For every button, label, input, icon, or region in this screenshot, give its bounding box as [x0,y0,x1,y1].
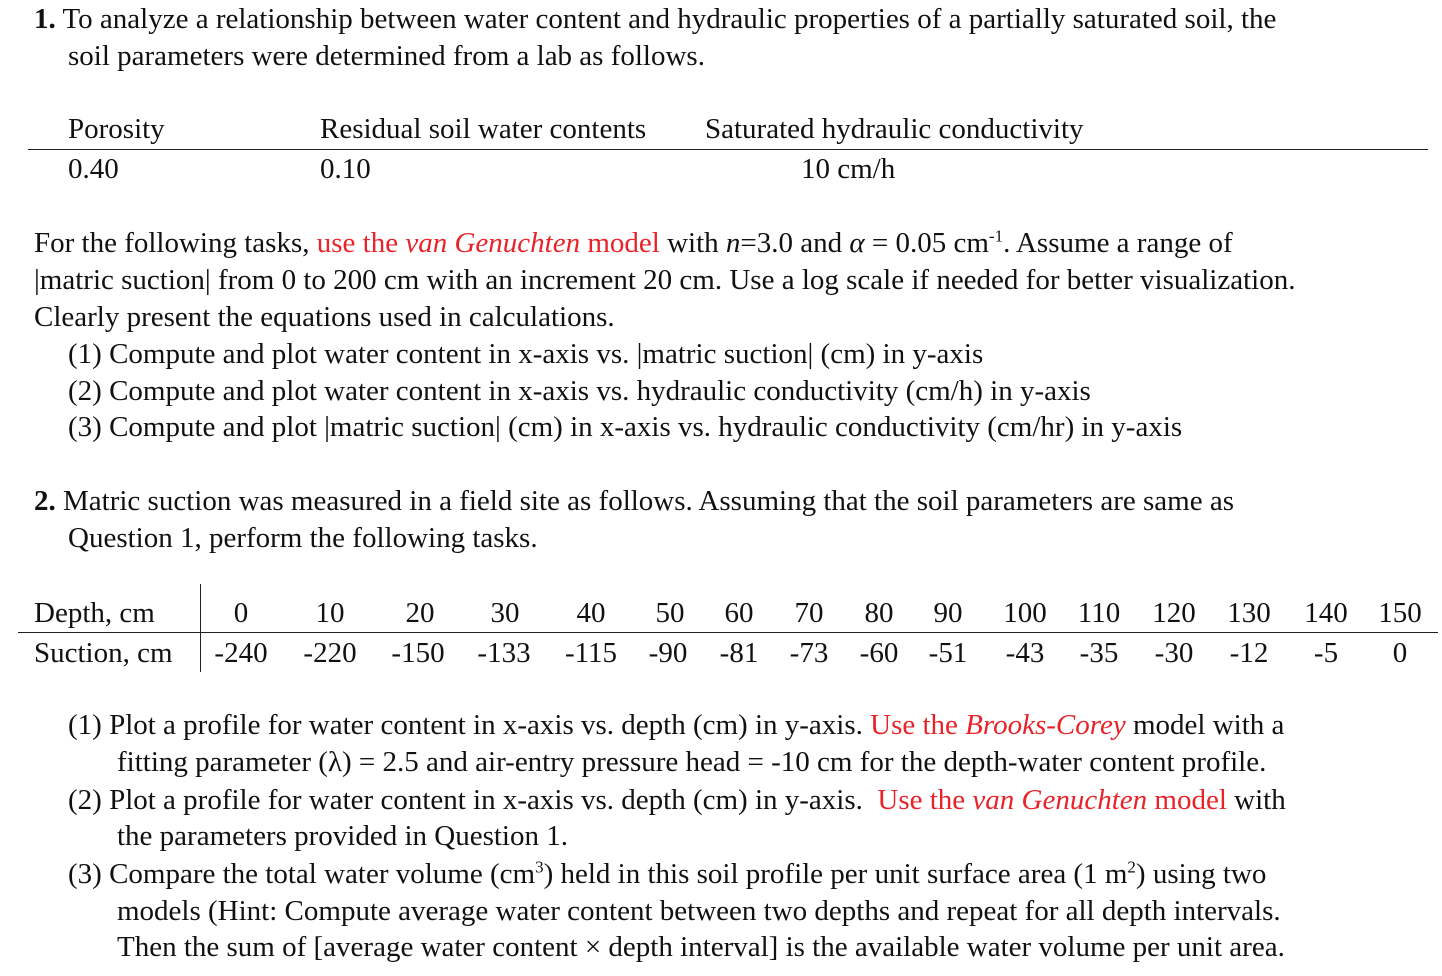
q1-para-line2: |matric suction| from 0 to 200 cm with an increment 20 cm. Use a log scale if needed for better visualization. [34,264,1296,296]
q2-task-1-line1: (1) Plot a profile for water content in x-axis vs. depth (cm) in y-axis. Use the Brooks-Corey model with a [68,709,1285,741]
van-genuchten-highlight: use the van Genuchten model [316,227,660,259]
q1-number: 1. [34,3,56,35]
depth-cell: 90 [933,597,963,629]
suction-cell: 0 [1392,637,1408,669]
q2-task-3-line2: models (Hint: Compute average water content between two depths and repeat for all depth intervals. [117,895,1281,927]
depth-cell: 70 [794,597,824,629]
suction-cell: -73 [789,637,829,669]
q2-task-1-line2: fitting parameter (λ) = 2.5 and air-entry pressure head = -10 cm for the depth-water content profile. [117,746,1267,778]
q2-row-label-suction: Suction, cm [34,637,173,669]
suction-cell: -5 [1313,637,1339,669]
q1-task-3: (3) Compute and plot |matric suction| (cm) in x-axis vs. hydraulic conductivity (cm/hr) in y-axis [68,411,1183,443]
q2-intro-line2: Question 1, perform the following tasks. [68,522,538,554]
q2-number: 2. [34,485,56,517]
q1-intro-line2: soil parameters were determined from a lab as follows. [68,40,705,72]
q2-task-2-line2: the parameters provided in Question 1. [117,820,568,852]
q2-table-hrule [18,632,1438,633]
suction-cell: -30 [1154,637,1194,669]
depth-cell: 50 [655,597,685,629]
q2-task-3-line1: (3) Compare the total water volume $(cm^3)$ held in this soil profile per unit surface area (1 $m^2$) using two [68,857,1267,890]
q1-table-rule [28,149,1428,150]
suction-cell: -150 [391,637,445,669]
q1-para-line3: Clearly present the equations used in calculations. [34,301,615,333]
depth-cell: 30 [490,597,520,629]
depth-cell: 0 [233,597,249,629]
suction-cell: -220 [303,637,357,669]
q1-header-residual: Residual soil water contents [320,113,647,145]
q1-value-residual: 0.10 [320,153,371,185]
depth-cell: 100 [1003,597,1047,629]
q1-header-ksat: Saturated hydraulic conductivity [705,113,1084,145]
q1-header-porosity: Porosity [68,113,165,145]
depth-cell: 60 [724,597,754,629]
suction-cell: -115 [564,637,618,669]
suction-cell: -51 [928,637,968,669]
depth-cell: 150 [1378,597,1422,629]
q1-value-porosity: 0.40 [68,153,119,185]
depth-cell: 130 [1227,597,1271,629]
depth-cell: 140 [1304,597,1348,629]
suction-cell: -12 [1229,637,1269,669]
q2-task-2-line1: (2) Plot a profile for water content in x-axis vs. depth (cm) in y-axis. Use the van Genuchten model with [68,784,1286,816]
q2-row-label-depth: Depth, cm [34,597,155,629]
q1-para-line1: For the following tasks, use the van Genuchten model with n=3.0 and α = 0.05 $cm^{-1}$. Assume a range of [34,226,1233,259]
suction-cell: -35 [1079,637,1119,669]
depth-cell: 120 [1152,597,1196,629]
depth-cell: 40 [576,597,606,629]
suction-cell: -90 [648,637,688,669]
q2-task-3-line3: Then the sum of [average water content × depth interval] is the available water volume per unit area. [117,931,1285,963]
depth-cell: 10 [315,597,345,629]
suction-cell: -60 [859,637,899,669]
depth-cell: 80 [864,597,894,629]
suction-cell: -43 [1005,637,1045,669]
suction-cell: -81 [719,637,759,669]
q1-value-ksat: 10 cm/h [801,153,896,185]
q2-intro-line1: 2. Matric suction was measured in a field site as follows. Assuming that the soil parameters are same as [34,485,1234,517]
q1-intro-line1: 1. To analyze a relationship between water content and hydraulic properties of a partially saturated soil, the [34,3,1277,35]
q1-task-2: (2) Compute and plot water content in x-axis vs. hydraulic conductivity (cm/h) in y-axis [68,375,1091,407]
suction-cell: -240 [214,637,268,669]
q1-task-1: (1) Compute and plot water content in x-axis vs. |matric suction| (cm) in y-axis [68,338,984,370]
q2-table-vrule [200,584,201,672]
suction-cell: -133 [477,637,531,669]
depth-cell: 110 [1077,597,1121,629]
brooks-corey-highlight: Use the Brooks-Corey [870,709,1126,741]
van-genuchten-highlight: Use the van Genuchten model [877,784,1227,816]
depth-cell: 20 [405,597,435,629]
